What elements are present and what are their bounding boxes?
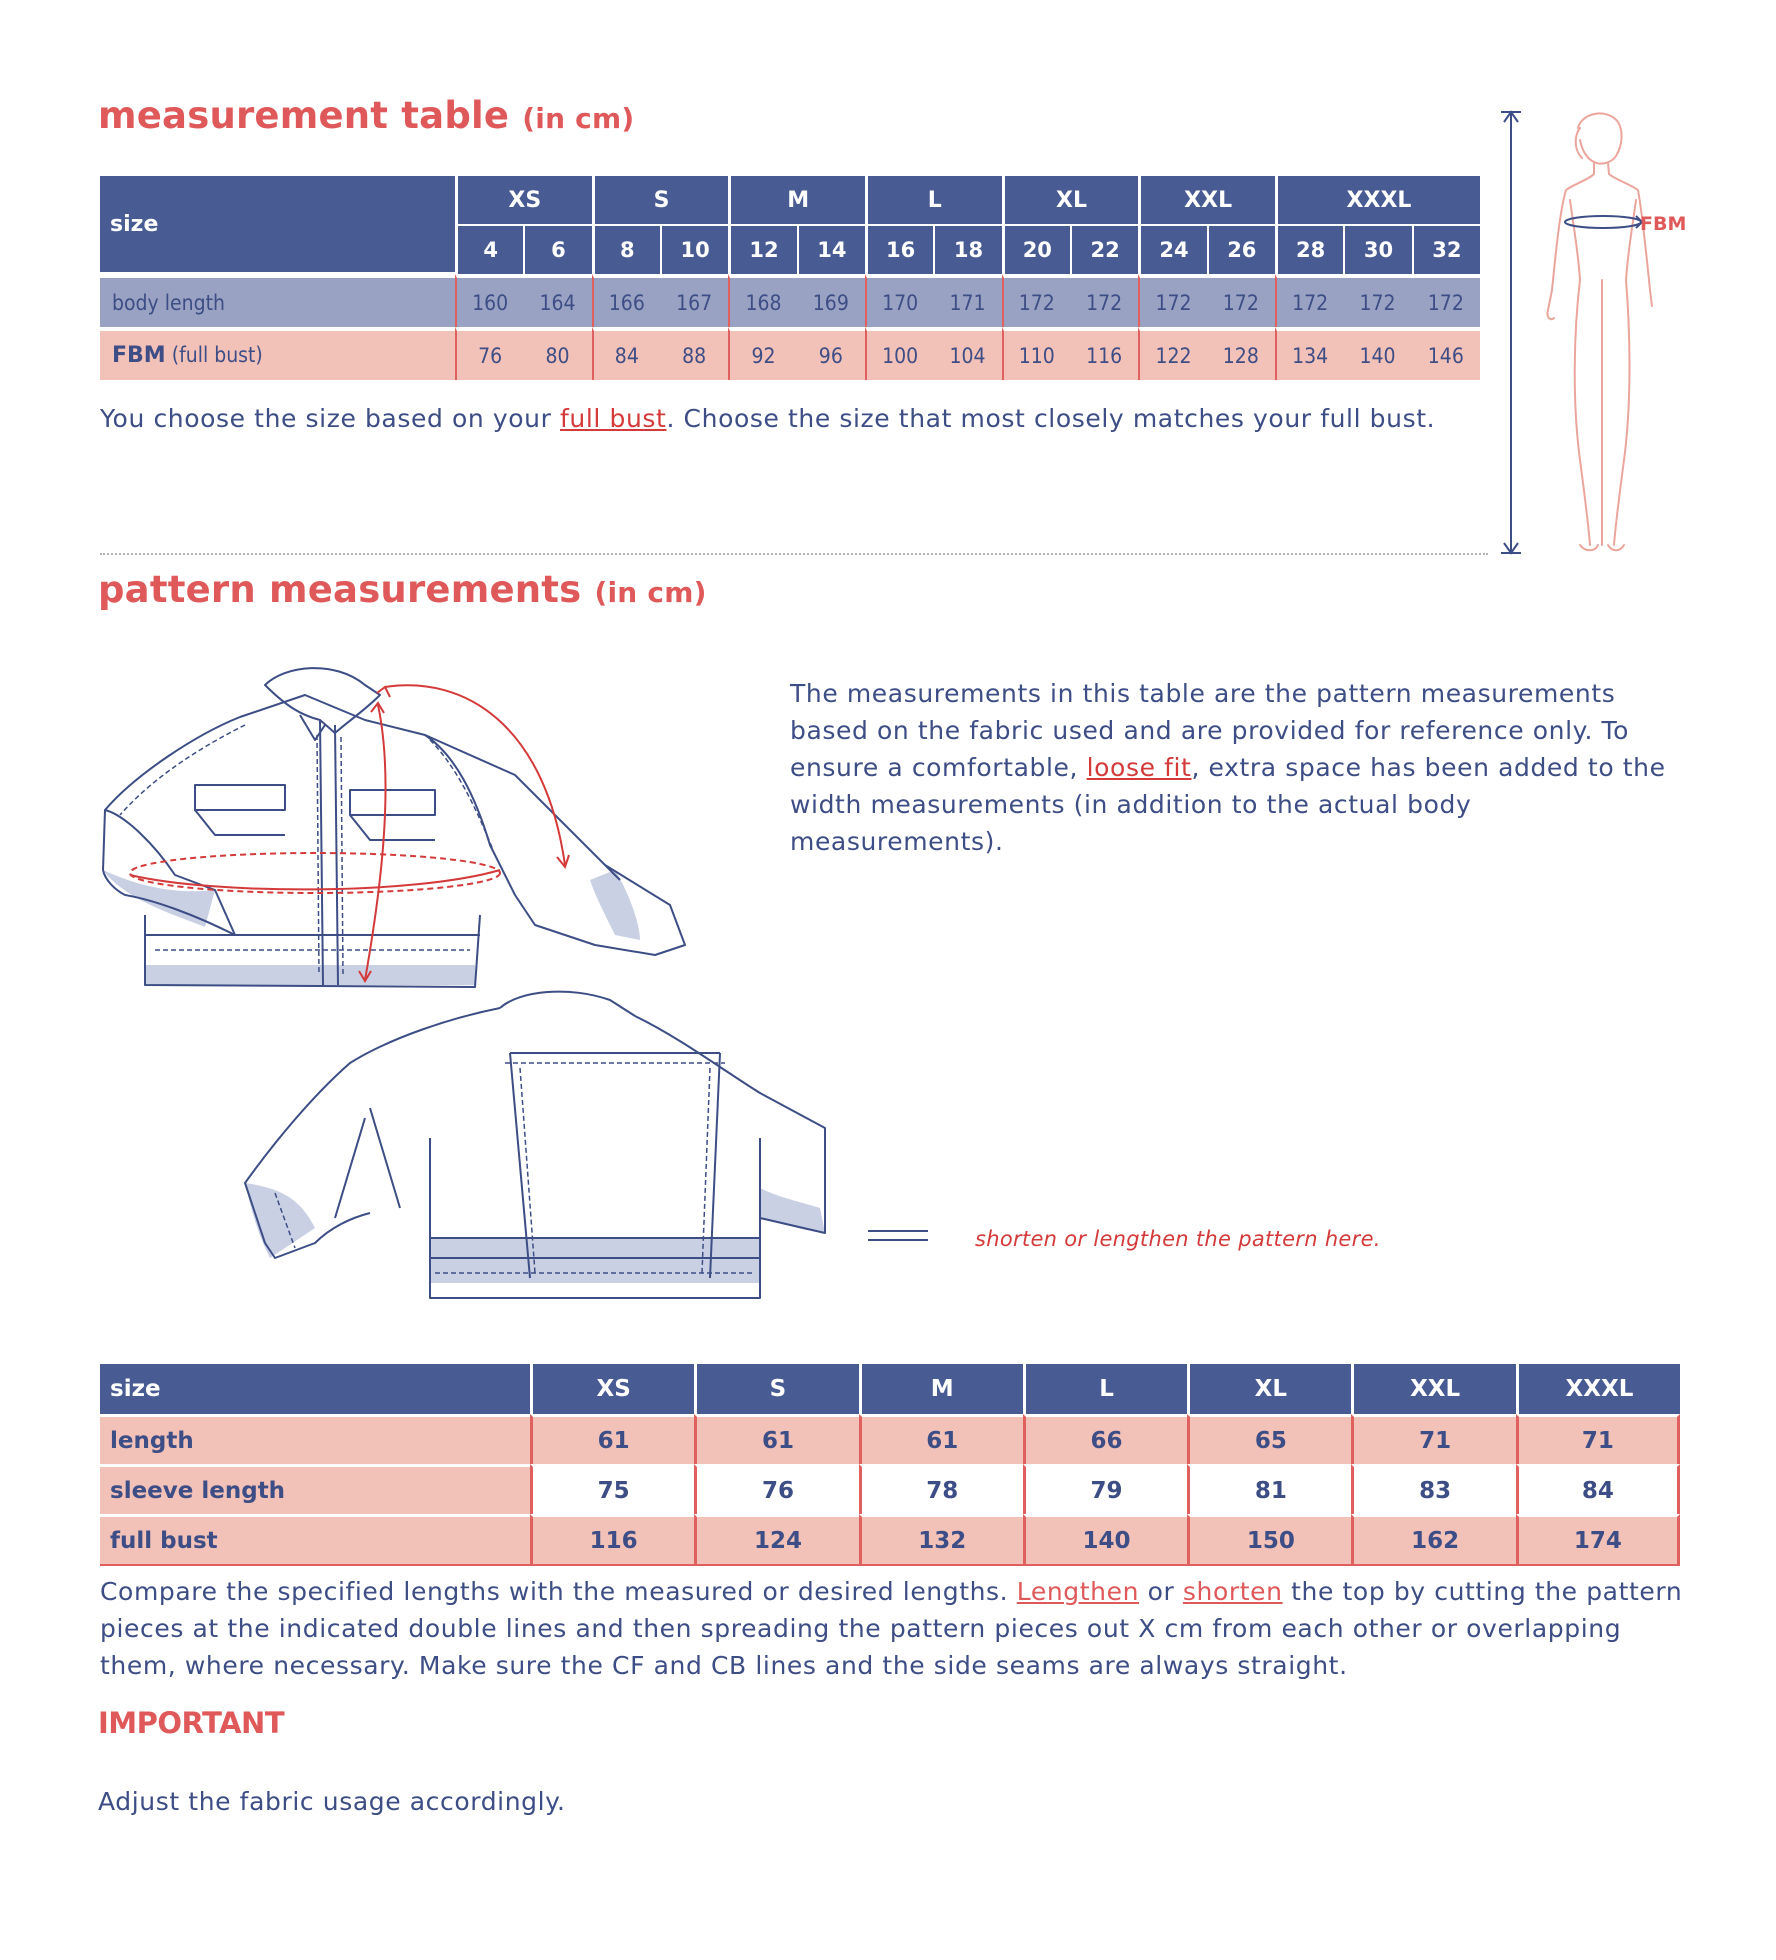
- size-number: 18: [933, 226, 1001, 274]
- compare-text: or: [1139, 1577, 1183, 1606]
- size-column: XXL: [1351, 1364, 1515, 1414]
- size-number: 4: [455, 226, 523, 274]
- measurement-size-header: size: [100, 176, 455, 274]
- table-cell: 169: [797, 274, 865, 327]
- lengthen-link[interactable]: Lengthen: [1016, 1577, 1140, 1606]
- table-row: [100, 1464, 1680, 1514]
- table-cell: 80: [523, 327, 591, 380]
- table-cell: 83: [1351, 1464, 1515, 1514]
- table-cell: 172: [1343, 274, 1411, 327]
- table-cell: 71: [1516, 1414, 1680, 1464]
- size-number: 26: [1207, 226, 1275, 274]
- note-text: . Choose the size that most closely matches your full bust.: [666, 404, 1436, 433]
- table-cell: 172: [1412, 274, 1480, 327]
- row-label: full bust: [100, 1514, 530, 1566]
- table-cell: 140: [1343, 327, 1411, 380]
- measurement-table-title: [98, 94, 634, 137]
- table-cell: 79: [1023, 1464, 1187, 1514]
- table-cell: 61: [859, 1414, 1023, 1464]
- pattern-table: [100, 1364, 1680, 1566]
- table-cell: 172: [1207, 274, 1275, 327]
- size-number: 28: [1275, 226, 1343, 274]
- measurement-unit: (in cm): [522, 102, 635, 135]
- table-cell: 81: [1187, 1464, 1351, 1514]
- table-cell: 66: [1023, 1414, 1187, 1464]
- shorten-link[interactable]: shorten: [1182, 1577, 1283, 1606]
- table-cell: 96: [797, 327, 865, 380]
- table-cell: 170: [865, 274, 933, 327]
- size-column: M: [859, 1364, 1023, 1414]
- size-number: 8: [592, 226, 660, 274]
- pattern-size-header: size: [100, 1364, 530, 1414]
- pattern-measurements-title: [98, 568, 707, 611]
- table-cell: 116: [530, 1514, 694, 1566]
- table-cell: 88: [660, 327, 728, 380]
- table-cell: 104: [933, 327, 1001, 380]
- pattern-description: [790, 675, 1685, 860]
- note-text: You choose the size based on your: [100, 404, 561, 433]
- table-cell: 128: [1207, 327, 1275, 380]
- desc-text: The measurements in this table are the pattern measurements based on the fabric used and are provided for reference only. To ensure a comfortable,: [790, 679, 1630, 782]
- measurement-title-text: measurement table: [98, 94, 510, 137]
- woman-figure: [1547, 113, 1652, 550]
- fbm-figure-label: FBM: [1640, 213, 1687, 235]
- full-bust-link[interactable]: full bust: [560, 404, 667, 433]
- table-cell: 134: [1275, 327, 1343, 380]
- table-cell: 172: [1275, 274, 1343, 327]
- table-cell: 75: [530, 1464, 694, 1514]
- size-number: 20: [1002, 226, 1070, 274]
- table-cell: 122: [1138, 327, 1206, 380]
- size-number: 30: [1343, 226, 1411, 274]
- size-number: 6: [523, 226, 591, 274]
- measurement-table: [100, 176, 1480, 380]
- table-cell: 65: [1187, 1414, 1351, 1464]
- size-group: XS: [455, 176, 592, 226]
- table-cell: 171: [933, 274, 1001, 327]
- table-cell: 160: [455, 274, 523, 327]
- table-cell: 168: [728, 274, 796, 327]
- size-column: XS: [530, 1364, 694, 1414]
- table-cell: 174: [1516, 1514, 1680, 1566]
- table-row: [100, 327, 1480, 380]
- double-line-legend-text: shorten or lengthen the pattern here.: [975, 1227, 1381, 1251]
- table-cell: 84: [1516, 1464, 1680, 1514]
- pattern-title-text: pattern measurements: [98, 568, 582, 611]
- table-row: [100, 1514, 1680, 1566]
- size-number: 10: [660, 226, 728, 274]
- size-column: XL: [1187, 1364, 1351, 1414]
- important-heading: IMPORTANT: [98, 1706, 285, 1740]
- section-divider: [100, 553, 1488, 555]
- table-row: [100, 274, 1480, 327]
- important-text: Adjust the fabric usage accordingly.: [98, 1787, 566, 1816]
- table-cell: 71: [1351, 1414, 1515, 1464]
- pattern-unit: (in cm): [594, 576, 707, 609]
- size-group: XXL: [1138, 176, 1275, 226]
- compare-text: Compare the specified lengths with the measured or desired lengths.: [100, 1577, 1017, 1606]
- jacket-back-illustration: [240, 978, 840, 1308]
- size-column: XXXL: [1516, 1364, 1680, 1414]
- size-number: 32: [1412, 226, 1480, 274]
- table-cell: 124: [694, 1514, 858, 1566]
- table-cell: 164: [523, 274, 591, 327]
- table-cell: 166: [592, 274, 660, 327]
- loose-fit-link[interactable]: loose fit: [1086, 753, 1192, 782]
- size-number: 12: [728, 226, 796, 274]
- body-length-arrow: [1501, 112, 1521, 553]
- double-line-icon: [868, 1227, 928, 1245]
- table-cell: 110: [1002, 327, 1070, 380]
- row-label: body length: [100, 274, 455, 327]
- size-number: 14: [797, 226, 865, 274]
- table-cell: 172: [1138, 274, 1206, 327]
- size-group: L: [865, 176, 1002, 226]
- table-cell: 172: [1070, 274, 1138, 327]
- size-number: 22: [1070, 226, 1138, 274]
- row-label-suffix: (full bust): [171, 343, 263, 367]
- table-cell: 132: [859, 1514, 1023, 1566]
- size-number: 16: [865, 226, 933, 274]
- table-cell: 84: [592, 327, 660, 380]
- compare-instructions: [100, 1573, 1700, 1684]
- jacket-front-illustration: [95, 665, 705, 1005]
- body-figure-illustration: [1490, 100, 1720, 565]
- table-cell: 140: [1023, 1514, 1187, 1566]
- table-cell: 78: [859, 1464, 1023, 1514]
- table-cell: 100: [865, 327, 933, 380]
- size-column: L: [1023, 1364, 1187, 1414]
- table-cell: 172: [1002, 274, 1070, 327]
- size-column: S: [694, 1364, 858, 1414]
- table-cell: 146: [1412, 327, 1480, 380]
- table-cell: 61: [694, 1414, 858, 1464]
- table-cell: 76: [694, 1464, 858, 1514]
- size-group: M: [728, 176, 865, 226]
- size-choice-note: [100, 400, 1520, 437]
- compare-text: the top by cutting the pattern pieces at the indicated double lines and then spreading the pattern pieces out X cm from each other or overlapping them, where necessary. Make sure the CF and CB lines and the side seams are always straight.: [100, 1577, 1683, 1680]
- table-cell: 116: [1070, 327, 1138, 380]
- table-row: [100, 1414, 1680, 1464]
- table-cell: 167: [660, 274, 728, 327]
- desc-text: , extra space has been added to the width measurements (in addition to the actual body measurements).: [790, 753, 1666, 856]
- table-cell: 61: [530, 1414, 694, 1464]
- size-number: 24: [1138, 226, 1206, 274]
- row-label: [100, 327, 455, 380]
- size-group: S: [592, 176, 729, 226]
- fbm-measure-line: [1565, 216, 1642, 228]
- table-cell: 76: [455, 327, 523, 380]
- table-cell: 92: [728, 327, 796, 380]
- size-group: XL: [1002, 176, 1139, 226]
- row-label: sleeve length: [100, 1464, 530, 1514]
- row-label: length: [100, 1414, 530, 1464]
- table-cell: 150: [1187, 1514, 1351, 1566]
- row-label-bold: FBM: [112, 343, 166, 368]
- table-cell: 162: [1351, 1514, 1515, 1566]
- size-group: XXXL: [1275, 176, 1480, 226]
